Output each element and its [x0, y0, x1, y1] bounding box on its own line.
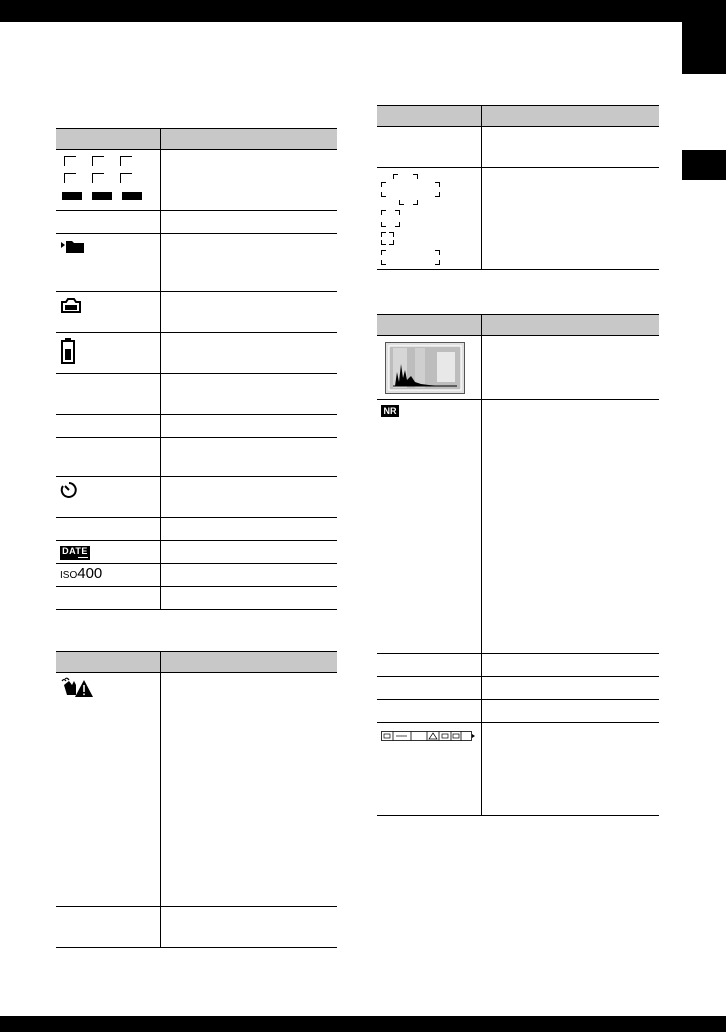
table-row — [377, 723, 659, 816]
bottom-bar — [0, 1016, 726, 1032]
table-row — [56, 907, 337, 948]
side-tab-marker — [682, 150, 726, 180]
table-row — [377, 127, 659, 168]
af-multi-frame-icon — [377, 168, 481, 269]
table-row — [56, 234, 337, 292]
iso-value: 400 — [77, 565, 103, 582]
table-header — [377, 106, 659, 127]
table-row — [377, 336, 659, 400]
table-row — [56, 587, 337, 610]
camera-case-icon — [56, 292, 160, 319]
table-row — [56, 211, 337, 234]
table-row — [377, 168, 659, 270]
table-row — [56, 438, 337, 477]
table-bottom-right — [377, 314, 659, 816]
focus-frame-grid-icon — [56, 150, 160, 210]
strip-icons — [381, 728, 475, 746]
table-header — [56, 652, 337, 673]
table-row — [377, 677, 659, 700]
table-row — [56, 415, 337, 438]
battery-card-icon — [56, 333, 160, 370]
top-bar — [0, 0, 726, 22]
table-row — [377, 700, 659, 723]
table-bottom-left — [56, 651, 337, 948]
folder-arrow-icon — [56, 234, 160, 259]
histogram-icon — [385, 342, 465, 399]
table-header — [56, 129, 337, 150]
table-row — [56, 518, 337, 541]
table-row — [56, 541, 337, 564]
table-row — [56, 673, 337, 907]
table-top-right — [377, 105, 659, 270]
table-row — [56, 333, 337, 374]
table-row — [56, 374, 337, 415]
self-timer-icon — [56, 477, 160, 504]
side-tab-top — [682, 22, 726, 74]
table-row — [377, 654, 659, 677]
table-row — [56, 477, 337, 518]
date-icon: DATE — [60, 546, 90, 560]
iso-prefix: ISO — [60, 570, 78, 581]
table-top-left — [56, 128, 337, 610]
table-header — [377, 315, 659, 336]
table-row — [56, 150, 337, 211]
table-row — [377, 400, 659, 654]
table-row — [56, 292, 337, 333]
shake-warning-icon — [56, 673, 160, 704]
iso-icon — [60, 565, 102, 582]
nr-icon: NR — [381, 405, 399, 417]
table-row — [56, 564, 337, 587]
